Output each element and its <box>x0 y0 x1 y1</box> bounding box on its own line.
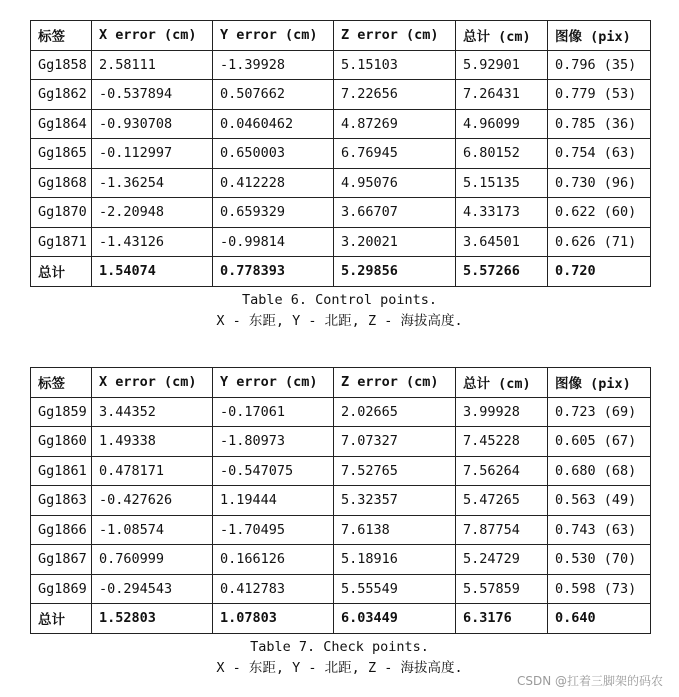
z-error-cell: 5.29856 <box>334 257 456 287</box>
label-cell: 总计 <box>31 604 92 634</box>
table-row <box>31 456 651 486</box>
image-cell: 0.723 (69) <box>548 397 651 427</box>
header-image: 图像 (pix) <box>548 21 651 51</box>
control-points-table <box>30 20 651 287</box>
label-cell: Gg1868 <box>31 168 92 198</box>
x-error-cell: 2.58111 <box>92 50 213 80</box>
y-error-cell: -0.547075 <box>213 456 334 486</box>
table-row <box>31 397 651 427</box>
caption-legend: X - 东距, Y - 北距, Z - 海拔高度. <box>216 313 463 329</box>
label-cell: Gg1866 <box>31 515 92 545</box>
image-cell: 0.779 (53) <box>548 80 651 110</box>
table-row <box>31 515 651 545</box>
table-row <box>31 109 651 139</box>
header-x-error: X error (cm) <box>92 368 213 398</box>
image-cell: 0.563 (49) <box>548 486 651 516</box>
x-error-cell: -0.427626 <box>92 486 213 516</box>
y-error-cell: -1.70495 <box>213 515 334 545</box>
x-error-cell: 0.478171 <box>92 456 213 486</box>
image-cell: 0.680 (68) <box>548 456 651 486</box>
x-error-cell: 3.44352 <box>92 397 213 427</box>
y-error-cell: 0.659329 <box>213 198 334 228</box>
caption-title: Table 7. Check points. <box>250 639 429 655</box>
z-error-cell: 2.02665 <box>334 397 456 427</box>
z-error-cell: 7.22656 <box>334 80 456 110</box>
header-row <box>31 21 651 51</box>
table-6-caption <box>0 290 679 332</box>
total-cell: 5.47265 <box>456 486 548 516</box>
watermark: CSDN @扛着三脚架的码农 <box>516 674 663 688</box>
total-cell: 5.15135 <box>456 168 548 198</box>
table-row <box>31 50 651 80</box>
image-cell: 0.730 (96) <box>548 168 651 198</box>
total-cell: 4.33173 <box>456 198 548 228</box>
check-points-table <box>30 367 651 634</box>
x-error-cell: 1.54074 <box>92 257 213 287</box>
header-z-error: Z error (cm) <box>334 21 456 51</box>
y-error-cell: 0.412783 <box>213 574 334 604</box>
image-cell: 0.754 (63) <box>548 139 651 169</box>
header-total: 总计 (cm) <box>456 21 548 51</box>
total-cell: 3.64501 <box>456 227 548 257</box>
x-error-cell: 0.760999 <box>92 545 213 575</box>
table-row <box>31 486 651 516</box>
image-cell: 0.605 (67) <box>548 427 651 457</box>
total-row <box>31 257 651 287</box>
label-cell: Gg1865 <box>31 139 92 169</box>
label-cell: Gg1869 <box>31 574 92 604</box>
image-cell: 0.640 <box>548 604 651 634</box>
y-error-cell: 0.507662 <box>213 80 334 110</box>
table-row <box>31 198 651 228</box>
z-error-cell: 3.20021 <box>334 227 456 257</box>
header-y-error: Y error (cm) <box>213 21 334 51</box>
label-cell: Gg1862 <box>31 80 92 110</box>
total-cell: 5.57266 <box>456 257 548 287</box>
table-row <box>31 168 651 198</box>
label-cell: Gg1867 <box>31 545 92 575</box>
label-cell: Gg1870 <box>31 198 92 228</box>
table-row <box>31 574 651 604</box>
y-error-cell: 0.412228 <box>213 168 334 198</box>
label-cell: Gg1861 <box>31 456 92 486</box>
x-error-cell: -0.112997 <box>92 139 213 169</box>
image-cell: 0.530 (70) <box>548 545 651 575</box>
x-error-cell: -1.08574 <box>92 515 213 545</box>
image-cell: 0.622 (60) <box>548 198 651 228</box>
header-label: 标签 <box>31 21 92 51</box>
x-error-cell: -1.36254 <box>92 168 213 198</box>
total-cell: 7.26431 <box>456 80 548 110</box>
y-error-cell: 1.07803 <box>213 604 334 634</box>
y-error-cell: -1.80973 <box>213 427 334 457</box>
total-cell: 5.57859 <box>456 574 548 604</box>
total-cell: 7.56264 <box>456 456 548 486</box>
z-error-cell: 5.55549 <box>334 574 456 604</box>
z-error-cell: 4.95076 <box>334 168 456 198</box>
total-cell: 5.24729 <box>456 545 548 575</box>
total-cell: 3.99928 <box>456 397 548 427</box>
x-error-cell: -2.20948 <box>92 198 213 228</box>
z-error-cell: 5.18916 <box>334 545 456 575</box>
z-error-cell: 6.76945 <box>334 139 456 169</box>
table-row <box>31 545 651 575</box>
label-cell: Gg1859 <box>31 397 92 427</box>
table-row <box>31 427 651 457</box>
table-body <box>31 50 651 286</box>
z-error-cell: 3.66707 <box>334 198 456 228</box>
z-error-cell: 6.03449 <box>334 604 456 634</box>
total-row <box>31 604 651 634</box>
z-error-cell: 7.07327 <box>334 427 456 457</box>
z-error-cell: 5.32357 <box>334 486 456 516</box>
header-total: 总计 (cm) <box>456 368 548 398</box>
total-cell: 6.3176 <box>456 604 548 634</box>
header-z-error: Z error (cm) <box>334 368 456 398</box>
label-cell: 总计 <box>31 257 92 287</box>
z-error-cell: 5.15103 <box>334 50 456 80</box>
x-error-cell: -1.43126 <box>92 227 213 257</box>
caption-legend: X - 东距, Y - 北距, Z - 海拔高度. <box>216 660 463 676</box>
y-error-cell: 0.166126 <box>213 545 334 575</box>
table-row <box>31 139 651 169</box>
x-error-cell: 1.49338 <box>92 427 213 457</box>
image-cell: 0.743 (63) <box>548 515 651 545</box>
image-cell: 0.796 (35) <box>548 50 651 80</box>
y-error-cell: 0.650003 <box>213 139 334 169</box>
z-error-cell: 4.87269 <box>334 109 456 139</box>
image-cell: 0.720 <box>548 257 651 287</box>
y-error-cell: -0.99814 <box>213 227 334 257</box>
label-cell: Gg1871 <box>31 227 92 257</box>
header-x-error: X error (cm) <box>92 21 213 51</box>
total-cell: 4.96099 <box>456 109 548 139</box>
x-error-cell: -0.930708 <box>92 109 213 139</box>
table-row <box>31 80 651 110</box>
total-cell: 6.80152 <box>456 139 548 169</box>
header-label: 标签 <box>31 368 92 398</box>
y-error-cell: 1.19444 <box>213 486 334 516</box>
image-cell: 0.785 (36) <box>548 109 651 139</box>
x-error-cell: 1.52803 <box>92 604 213 634</box>
label-cell: Gg1858 <box>31 50 92 80</box>
y-error-cell: 0.0460462 <box>213 109 334 139</box>
z-error-cell: 7.52765 <box>334 456 456 486</box>
label-cell: Gg1864 <box>31 109 92 139</box>
x-error-cell: -0.294543 <box>92 574 213 604</box>
caption-title: Table 6. Control points. <box>241 292 438 308</box>
y-error-cell: -0.17061 <box>213 397 334 427</box>
table-body <box>31 397 651 633</box>
header-image: 图像 (pix) <box>548 368 651 398</box>
total-cell: 7.45228 <box>456 427 548 457</box>
header-y-error: Y error (cm) <box>213 368 334 398</box>
x-error-cell: -0.537894 <box>92 80 213 110</box>
label-cell: Gg1863 <box>31 486 92 516</box>
y-error-cell: 0.778393 <box>213 257 334 287</box>
image-cell: 0.626 (71) <box>548 227 651 257</box>
image-cell: 0.598 (73) <box>548 574 651 604</box>
total-cell: 7.87754 <box>456 515 548 545</box>
y-error-cell: -1.39928 <box>213 50 334 80</box>
label-cell: Gg1860 <box>31 427 92 457</box>
header-row <box>31 368 651 398</box>
table-row <box>31 227 651 257</box>
z-error-cell: 7.6138 <box>334 515 456 545</box>
total-cell: 5.92901 <box>456 50 548 80</box>
